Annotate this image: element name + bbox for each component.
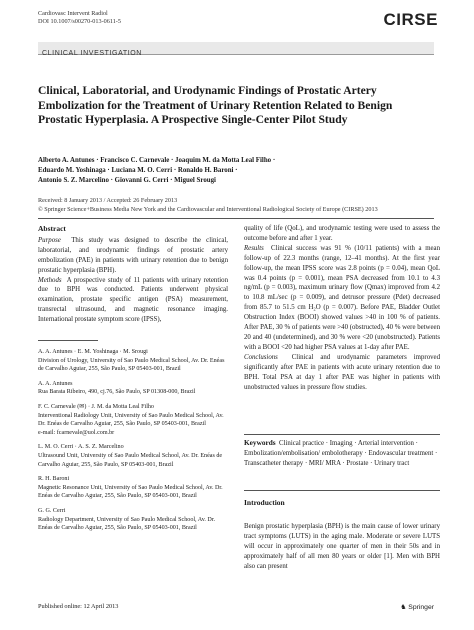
introduction-block <box>244 498 440 571</box>
author-line: Antonio S. Z. Marcelino · Giovanni G. Cerri · Miguel Srougi <box>38 177 216 184</box>
cirse-logo-text: CIRSE <box>383 10 438 29</box>
conclusions-label: Conclusions <box>244 353 278 361</box>
cirse-logo <box>384 10 438 30</box>
keywords-text: Clinical practice · Imaging · Arterial intervention · Embolization/embolisation/ embolotherapy · Endovascular treatment · Transcatheter therapy · MRI/ MRA · Prostate · Urinary tract <box>244 440 438 467</box>
doi-line: DOI 10.1007/s00270-013-0611-5 <box>38 18 121 25</box>
copyright-line: © Springer Science+Business Media New York and the Cardiovascular and Interventional Radiological Society of Europe (CIRSE) 2013 <box>38 205 378 213</box>
purpose-label: Purpose <box>38 236 61 244</box>
page-footer <box>38 603 434 610</box>
results-label: Results <box>244 244 264 252</box>
right-column <box>244 224 440 392</box>
springer-mark <box>400 603 434 611</box>
introduction-heading: Introduction <box>244 498 285 507</box>
section-label: CLINICAL INVESTIGATION <box>42 50 142 57</box>
conclusions-text: Clinical and urodynamic parameters improved significantly after PAE in patients with acute urinary retention due to BPH. Total PSA at day 1 after PAE was higher in patients with unobstructed values in pressure flow studies. <box>244 353 440 391</box>
journal-name: Cardiovasc Intervent Radiol <box>38 10 108 17</box>
affiliation-list <box>38 342 228 533</box>
published-online: Published online: 12 April 2013 <box>38 603 119 610</box>
abstract-purpose <box>38 236 228 276</box>
left-column <box>38 224 228 325</box>
methods-label: Methods <box>38 276 62 284</box>
methods-text: A prospective study of 11 patients with urinary retention due to BPH was conducted. Patients underwent physical examination, prostate specific antigen (PSA) measurement, transrectal ultrasound, and magnetic resonance imaging. International prostate symptom score (IPSS), <box>38 276 229 324</box>
author-list <box>38 156 434 186</box>
results-text: Clinical success was 91 % (10/11 patients) with a mean follow-up of 22.3 months (range, 12–41 months). At the first year follow-up, the mean IPSS score was 2.8 points (p = 0.04), mean QoL was 0.4 points (p = 0.001), mean PSA decreased from 10.1 to 4.3 ng/mL (p = 0.003), maximum urinary flow (Qmax) improved from 4.2 to 10.8 mL/sec (p = 0.009), and detrusor pressure (Pdet) decreased from 85.7 to 51.5 cm H₂O (p = 0.007). Before PAE, Bladder Outlet Obstruction Index (BOOI) showed values >40 in 100 % of patients. After PAE, 30 % of patients were >40 (obstructed), 40 % were between 20 and 40 (undetermined), and 30 % were <20 (unobstructed). Patients with a BOOI <20 had higher PSA values at 1-day after PAE. <box>244 244 441 351</box>
affiliation: A. A. Antunes · E. M. Yoshinaga · M. Srougi Division of Urology, University of Sao Paulo Medical School, Av. Dr. Enéas de Carvalho Aguiar, 255, São Paulo, SP 05403-001, Brazil <box>38 349 225 373</box>
keywords-block <box>244 438 440 469</box>
abstract-heading: Abstract <box>38 224 66 233</box>
keywords-label: Keywords <box>244 438 276 447</box>
journal-header <box>38 10 438 26</box>
affiliation: A. A. Antunes Rua Barata Ribeiro, 490, cj.76, São Paulo, SP 01308-000, Brazil <box>38 380 196 396</box>
springer-label: Springer <box>408 604 434 611</box>
publication-dates <box>38 197 438 214</box>
received-accepted: Received: 8 January 2013 / Accepted: 26 February 2013 <box>38 197 178 204</box>
affiliation-divider <box>38 340 98 341</box>
author-line: Eduardo M. Yoshinaga · Luciana M. O. Cerri · Ronaldo H. Baroni · <box>38 167 238 174</box>
purpose-text: This study was designed to describe the clinical, laboratorial, and urodynamic findings of prostatic artery embolization (PAE) in patients with urinary retention due to benign prostatic hyperplasia (BPH). <box>38 236 229 274</box>
keywords-divider <box>244 434 440 435</box>
section-banner <box>38 42 434 55</box>
intro-divider <box>244 490 440 491</box>
introduction-text: Benign prostatic hyperplasia (BPH) is the main cause of lower urinary tract symptoms (LUTS) in the aging male. Moderate or severe LUTS will occur in approximately one quarter of men in their 50s and in approximately half of all men 80 years or older [1]. Men with BPH also can present <box>244 522 440 570</box>
abstract-conclusions <box>244 353 440 393</box>
header-divider <box>38 218 434 219</box>
affiliation: G. G. Cerri Radiology Department, University of Sao Paulo Medical School, Av. Dr. Enéas de Carvalho Aguiar, 255, São Paulo, SP 05403-001, Brazil <box>38 507 216 532</box>
methods-continued: quality of life (QoL), and urodynamic testing were used to assess the outcome before and after 1 year. <box>244 225 440 242</box>
article-title: Clinical, Laboratorial, and Urodynamic Findings of Prostatic Artery Embolization for the Treatment of Urinary Retention Related to Benign Prostatic Hyperplasia. A Prospective Single-Center Pilot Study <box>38 84 393 126</box>
affiliation: F. C. Carnevale (✉) · J. M. da Motta Leal Filho Interventional Radiology Unit, University of Sao Paulo Medical School, Av. Dr. Enéas de Carvalho Aguiar, 255, São Paulo, SP 05403-001, Brazil e-mail: fcarnevale@uol.com.br <box>38 403 224 436</box>
abstract-methods <box>38 276 228 326</box>
affiliation: R. H. Baroni Magnetic Resonance Unit, University of Sao Paulo Medical School, Av. Dr. Enéas de Carvalho Aguiar, 255, São Paulo, SP 05403-001, Brazil <box>38 476 223 500</box>
affiliation: L. M. O. Cerri · A. S. Z. Marcelino Ultrasound Unit, University of Sao Paulo Medical School, Av. Dr. Enéas de Carvalho Aguiar, 255, São Paulo, SP 05403-001, Brazil <box>38 444 223 468</box>
author-line: Alberto A. Antunes · Francisco C. Carnevale · Joaquim M. da Motta Leal Filho · <box>38 157 276 164</box>
springer-icon: ♞ <box>400 604 409 611</box>
abstract-results <box>244 244 440 353</box>
